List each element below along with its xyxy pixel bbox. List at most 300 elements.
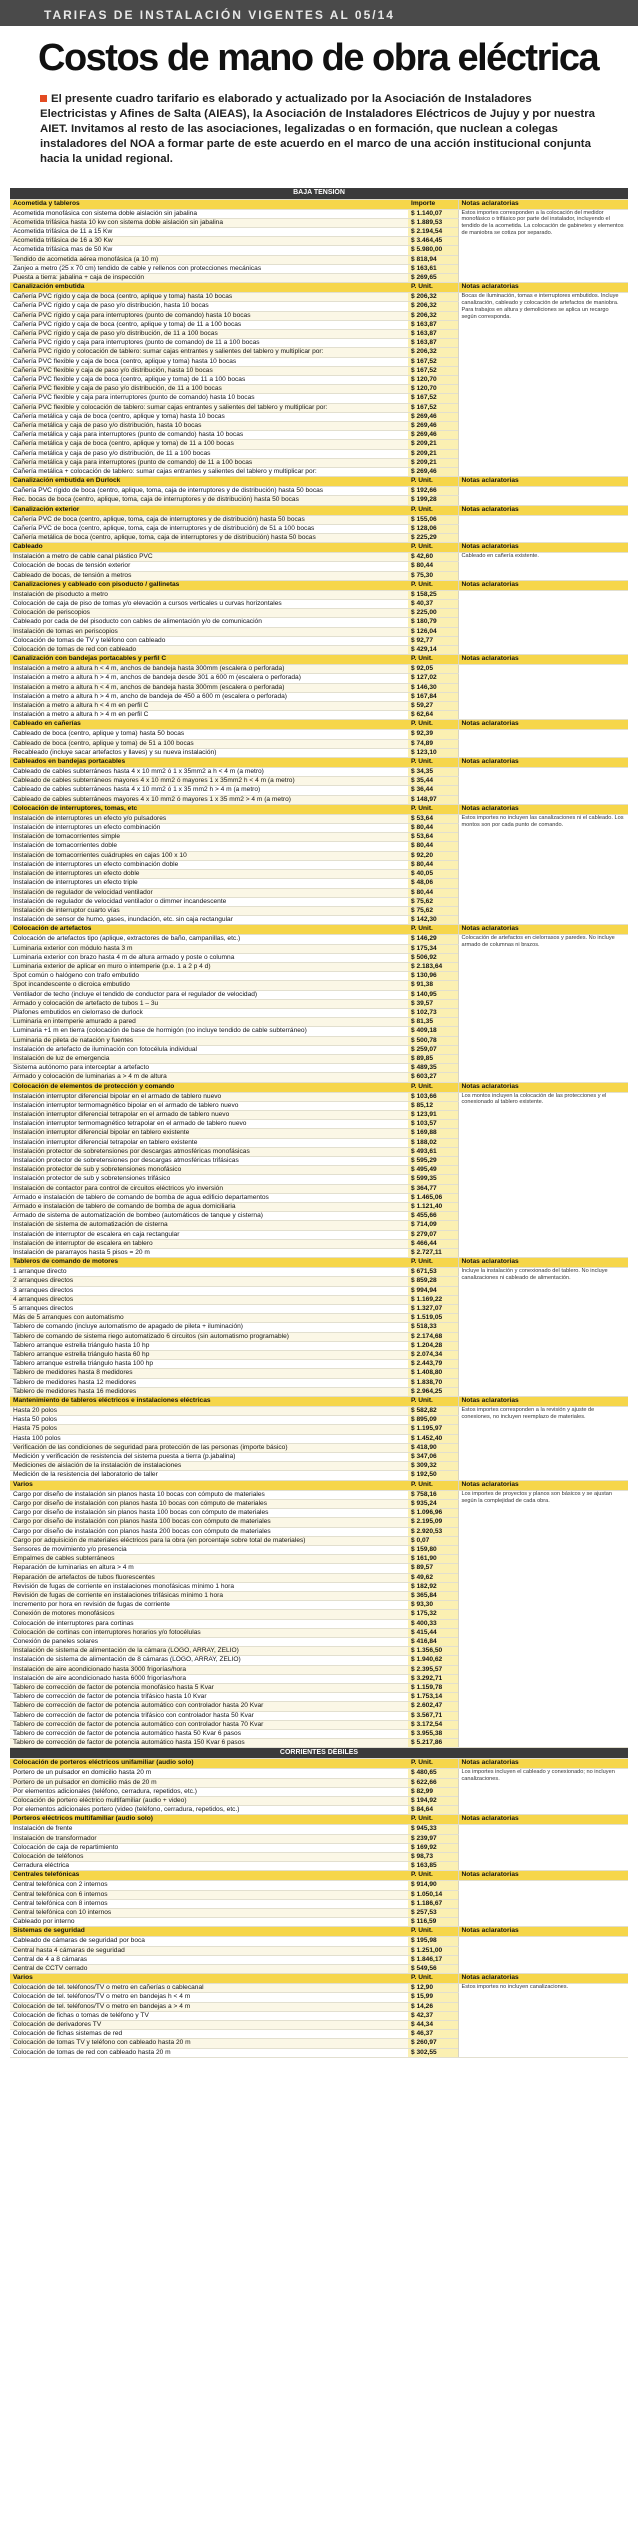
group-name: Colocación de interruptores, tomas, etc (10, 804, 408, 814)
item-price: $ 169,92 (408, 1843, 458, 1852)
item-price: $ 416,84 (408, 1637, 458, 1646)
item-price: $ 1.327,07 (408, 1305, 458, 1314)
item-description: Luminaria exterior con módulo hasta 3 m (10, 944, 408, 953)
item-description: Cableado de cables subterráneos hasta 4 x 10 mm2 ó 1 x 35mm2 a h < 4 m (a metro) (10, 768, 408, 777)
item-price: $ 175,34 (408, 944, 458, 953)
item-description: Instalación a metro a altura h < 4 m, anchos de bandeja hasta 300mm (escalera o perforada) (10, 665, 408, 674)
item-description: Cargo por diseño de instalación sin planos hasta 100 bocas con cómputo de materiales (10, 1509, 408, 1518)
item-price: $ 209,21 (408, 440, 458, 449)
item-price: $ 2.395,57 (408, 1665, 458, 1674)
item-description: Luminaria exterior de aplicar en muro o intemperie (p.e. 1 a 2 p 4 d) (10, 962, 408, 971)
item-price: $ 53,64 (408, 814, 458, 823)
group-name: Cableados en bandejas portacables (10, 758, 408, 768)
group-col-notes: Notas aclaratorias (458, 1082, 628, 1092)
item-description: Tablero de corrección de factor de potencia automático hasta 50 Kvar 6 pasos (10, 1729, 408, 1738)
item-description: Instalación protector de sub y sobretensiones trifásico (10, 1175, 408, 1184)
item-price: $ 46,37 (408, 2030, 458, 2039)
group-header (10, 1397, 628, 1407)
group-col-price: P. Unit. (408, 1082, 458, 1092)
group-name: Canalización embutida (10, 283, 408, 293)
item-description: Cañería PVC flexible y colocación de tablero: sumar cajas entrantes y salientes del tablero y multiplicar por: (10, 403, 408, 412)
group-name: Centrales telefónicas (10, 1871, 408, 1881)
item-price: $ 2.443,79 (408, 1360, 458, 1369)
item-price: $ 945,33 (408, 1825, 458, 1834)
item-price: $ 140,95 (408, 990, 458, 999)
item-description: Cañería PVC rígido y caja de boca (centro, aplique y toma) de 11 a 100 bocas (10, 320, 408, 329)
item-price: $ 1.940,62 (408, 1656, 458, 1665)
item-description: Acometida trifásica de 11 a 15 Kw (10, 227, 408, 236)
group-col-notes: Notas aclaratorias (458, 505, 628, 515)
item-description: Instalación de interruptores un efecto y/o pulsadores (10, 814, 408, 823)
item-description: Puesta a tierra: jabalina + caja de inspección (10, 273, 408, 282)
item-price: $ 429,14 (408, 646, 458, 655)
item-price: $ 209,21 (408, 458, 458, 467)
item-notes (458, 515, 628, 543)
item-price: $ 59,27 (408, 702, 458, 711)
group-col-notes: Notas aclaratorias (458, 1974, 628, 1984)
item-price: $ 935,24 (408, 1499, 458, 1508)
item-description: Por elementos adicionales portero (video (teléfono, cerradura, repetidos, etc.) (10, 1806, 408, 1815)
group-header (10, 720, 628, 730)
item-notes (458, 1825, 628, 1871)
item-description: Rec. bocas de boca (centro, aplique, toma, caja de interruptores y de distribución) hasta 50 bocas (10, 496, 408, 505)
table-row (10, 730, 628, 739)
item-price: $ 155,06 (408, 515, 458, 524)
item-description: Spot incandescente o dicroica embutido (10, 981, 408, 990)
item-price: $ 2.920,53 (408, 1527, 458, 1536)
item-price: $ 75,62 (408, 897, 458, 906)
item-description: Colocación de tomas de red con cableado (10, 646, 408, 655)
item-price: $ 671,53 (408, 1268, 458, 1277)
item-price: $ 500,78 (408, 1036, 458, 1045)
group-header (10, 477, 628, 487)
item-description: Cañería metálica y caja de boca (centro, aplique y toma) de 11 a 100 bocas (10, 440, 408, 449)
group-name: Acometida y tableros (10, 199, 408, 209)
item-price: $ 269,46 (408, 431, 458, 440)
item-description: Hasta 20 polos (10, 1407, 408, 1416)
item-description: Cañería PVC de boca (centro, aplique, toma, caja de interruptores y de distribución) hasta 50 bocas (10, 515, 408, 524)
item-price: $ 120,70 (408, 385, 458, 394)
item-price: $ 148,97 (408, 795, 458, 804)
item-description: Central de CCTV cerrado (10, 1965, 408, 1974)
item-description: Cañería PVC rígido de boca (centro, aplique, toma, caja de interruptores y de distribución) hasta 50 bocas (10, 487, 408, 496)
table-row (10, 1490, 628, 1499)
item-price: $ 167,84 (408, 692, 458, 701)
item-price: $ 209,21 (408, 449, 458, 458)
item-price: $ 91,38 (408, 981, 458, 990)
group-name: Porteros eléctricos multifamiliar (audio solo) (10, 1815, 408, 1825)
item-price: $ 714,09 (408, 1221, 458, 1230)
group-name: Sistemas de seguridad (10, 1927, 408, 1937)
item-description: Cañería metálica y caja para interruptores (punto de comando) hasta 10 bocas (10, 431, 408, 440)
item-price: $ 48,06 (408, 879, 458, 888)
item-description: Colocación de periscopios (10, 609, 408, 618)
table-row (10, 1769, 628, 1778)
item-description: Cableado por cada de del pisoducto con cables de alimentación y/o de comunicación (10, 618, 408, 627)
item-description: Tablero de comando (incluye automatismo de apagado de pileta + iluminación) (10, 1323, 408, 1332)
item-description: Cañería PVC rígido y caja de paso y/o distribución, hasta 10 bocas (10, 302, 408, 311)
item-price: $ 3.464,45 (408, 237, 458, 246)
item-description: Armado y colocación de luminarias a > 4 m de altura (10, 1073, 408, 1082)
group-name: Mantenimiento de tableros eléctricos e instalaciones eléctricas (10, 1397, 408, 1407)
item-description: Instalación a metro a altura h > 4 m, anchos de bandeja desde 301 a 600 m (escalera o perforada) (10, 674, 408, 683)
item-description: Central telefónica con 2 internos (10, 1881, 408, 1890)
group-name: Canalizaciones y cableado con pisoducto / gallinetas (10, 580, 408, 590)
item-description: 5 arranques directos (10, 1305, 408, 1314)
item-description: Conexión de motores monofásicos (10, 1610, 408, 1619)
group-name: Varios (10, 1974, 408, 1984)
item-description: Instalación de contactor para control de circuitos eléctricos y/o inversión (10, 1184, 408, 1193)
item-description: Tablero de corrección de factor de potencia trifásico con controlador hasta 50 Kvar (10, 1711, 408, 1720)
item-price: $ 518,33 (408, 1323, 458, 1332)
item-price: $ 89,85 (408, 1054, 458, 1063)
table-row (10, 665, 628, 674)
item-price: $ 3.292,71 (408, 1674, 458, 1683)
item-price: $ 1.465,06 (408, 1193, 458, 1202)
item-price: $ 163,87 (408, 320, 458, 329)
item-description: Cableado de boca (centro, aplique y toma) hasta 50 bocas (10, 730, 408, 739)
item-price: $ 85,12 (408, 1101, 458, 1110)
item-price: $ 40,05 (408, 870, 458, 879)
group-header (10, 199, 628, 209)
item-description: Colocación de tomas TV y teléfono con cableado hasta 20 m (10, 2039, 408, 2048)
item-price: $ 455,66 (408, 1212, 458, 1221)
item-description: Cañería PVC rígido y colocación de tablero: sumar cajas entrantes y salientes del tablero y multiplicar por: (10, 348, 408, 357)
item-price: $ 93,30 (408, 1601, 458, 1610)
item-description: Colocación de artefactos tipo (aplique, extractores de baño, campanillas, etc.) (10, 935, 408, 944)
item-price: $ 269,65 (408, 273, 458, 282)
item-notes: Estos importes corresponden a la colocación del medidor monofásico o trifásico por parte del instalador, incluyendo el tendido de la acometida. La colocación de gabinetes y elementos de maniobra se cotiza por separado. (458, 209, 628, 283)
item-price: $ 2.195,09 (408, 1518, 458, 1527)
item-description: Cargo por diseño de instalación sin planos hasta 10 bocas con cómputo de materiales (10, 1490, 408, 1499)
item-description: Portero de un pulsador en domicilio hasta 20 m (10, 1769, 408, 1778)
group-col-notes: Notas aclaratorias (458, 283, 628, 293)
item-price: $ 84,64 (408, 1806, 458, 1815)
item-notes (458, 768, 628, 805)
item-description: Luminaria de pileta de natación y fuentes (10, 1036, 408, 1045)
item-description: Armado y colocación de artefacto de tubos 1 – 3u (10, 999, 408, 1008)
item-description: Colocación de fichas o tomas de teléfono y TV (10, 2011, 408, 2020)
item-price: $ 1.169,22 (408, 1295, 458, 1304)
item-price: $ 206,32 (408, 311, 458, 320)
group-col-price: P. Unit. (408, 1759, 458, 1769)
tariff-table (10, 188, 628, 2058)
item-description: Conexión de paneles solares (10, 1637, 408, 1646)
item-description: Cañería metálica y caja de boca (centro, aplique y toma) hasta 10 bocas (10, 412, 408, 421)
item-price: $ 400,33 (408, 1619, 458, 1628)
item-price: $ 365,84 (408, 1591, 458, 1600)
item-price: $ 1.140,07 (408, 209, 458, 218)
item-description: Instalación a metro a altura h < 4 m, anchos de bandeja hasta 300mm (escalera o perforada) (10, 683, 408, 692)
item-description: Instalación de pisoducto a metro (10, 590, 408, 599)
group-col-notes: Notas aclaratorias (458, 655, 628, 665)
item-description: Cañería PVC flexible y caja de boca (centro, aplique y toma) de 11 a 100 bocas (10, 375, 408, 384)
item-description: Tablero arranque estrella triángulo hasta 60 hp (10, 1351, 408, 1360)
item-price: $ 2.964,25 (408, 1387, 458, 1396)
item-price: $ 5.980,00 (408, 246, 458, 255)
item-price: $ 489,35 (408, 1064, 458, 1073)
section-band (10, 1748, 628, 1759)
item-price: $ 603,27 (408, 1073, 458, 1082)
item-price: $ 279,07 (408, 1230, 458, 1239)
item-price: $ 128,06 (408, 524, 458, 533)
item-price: $ 1.889,53 (408, 218, 458, 227)
item-notes (458, 665, 628, 720)
item-price: $ 163,85 (408, 1862, 458, 1871)
item-description: Cargo por diseño de instalación con planos hasta 200 bocas con cómputo de materiales (10, 1527, 408, 1536)
group-header (10, 580, 628, 590)
item-price: $ 1.050,14 (408, 1890, 458, 1899)
item-description: Instalación interruptor termomagnético tetrapolar en el armado de tablero nuevo (10, 1120, 408, 1129)
item-price: $ 206,32 (408, 302, 458, 311)
item-description: Cableado de cables subterráneos hasta 4 x 10 mm2 ó 1 x 35 mm2 h > 4 m (a metro) (10, 786, 408, 795)
item-description: Instalación de interruptores un efecto combinación doble (10, 860, 408, 869)
item-price: $ 1.408,80 (408, 1369, 458, 1378)
item-price: $ 146,30 (408, 683, 458, 692)
item-description: Cañería metálica y caja para interruptores (punto de comando) de 11 a 100 bocas (10, 458, 408, 467)
item-price: $ 269,46 (408, 467, 458, 476)
item-notes: Estos importes no incluyen canalizaciones. (458, 1984, 628, 2058)
group-name: Cableado en cañerías (10, 720, 408, 730)
item-description: Zanjeo a metro (25 x 70 cm) tendido de cable y rellenos con protecciones mecánicas (10, 264, 408, 273)
group-name: Colocación de elementos de protección y comando (10, 1082, 408, 1092)
item-price: $ 80,44 (408, 824, 458, 833)
item-price: $ 895,09 (408, 1416, 458, 1425)
group-header (10, 543, 628, 553)
item-description: 1 arranque directo (10, 1268, 408, 1277)
item-description: Cableado por interno (10, 1918, 408, 1927)
item-description: Tablero de comando de sistema riego automatizado 6 circuitos (sin automatismo programable) (10, 1332, 408, 1341)
item-price: $ 1.251,00 (408, 1946, 458, 1955)
item-price: $ 260,97 (408, 2039, 458, 2048)
item-price: $ 130,96 (408, 972, 458, 981)
item-description: Armado e instalación de tablero de comando de bomba de agua edificio departamentos (10, 1193, 408, 1202)
item-price: $ 1.096,96 (408, 1509, 458, 1518)
item-price: $ 35,44 (408, 777, 458, 786)
item-price: $ 3.955,38 (408, 1729, 458, 1738)
item-price: $ 98,73 (408, 1853, 458, 1862)
item-price: $ 1.186,67 (408, 1899, 458, 1908)
item-description: Cañería PVC rígido y caja para interruptores (punto de comando) hasta 10 bocas (10, 311, 408, 320)
item-price: $ 225,29 (408, 534, 458, 543)
item-price: $ 3.172,54 (408, 1720, 458, 1729)
section-title: BAJA TENSIÓN (10, 188, 628, 199)
item-description: Instalación de tomas en periscopios (10, 627, 408, 636)
group-col-notes: Notas aclaratorias (458, 758, 628, 768)
item-description: Cañería metálica de boca (centro, aplique, toma, caja de interruptores y de distribución) hasta 50 bocas (10, 534, 408, 543)
item-description: Colocación de tel. teléfonos/TV o metro en bandejas a > 4 m (10, 2002, 408, 2011)
item-description: Central telefónica con 10 internos (10, 1909, 408, 1918)
item-description: Cañería metálica y caja de paso y/o distribución, hasta 10 bocas (10, 421, 408, 430)
item-price: $ 62,64 (408, 711, 458, 720)
item-price: $ 123,91 (408, 1110, 458, 1119)
item-price: $ 92,77 (408, 636, 458, 645)
item-price: $ 120,70 (408, 375, 458, 384)
item-price: $ 161,90 (408, 1555, 458, 1564)
item-description: Instalación de artefacto de iluminación con fotocélula individual (10, 1045, 408, 1054)
item-price: $ 818,94 (408, 255, 458, 264)
item-description: Instalación interruptor diferencial bipolar en el armado de tablero nuevo (10, 1092, 408, 1101)
item-description: Instalación de interruptor de escalera en caja rectangular (10, 1230, 408, 1239)
item-description: Instalación interruptor termomagnético bipolar en el armado de tablero nuevo (10, 1101, 408, 1110)
item-description: Spot común o halógeno con trafo embutido (10, 972, 408, 981)
group-col-price: P. Unit. (408, 1397, 458, 1407)
item-description: Acometida monofásica con sistema doble aislación sin jabalina (10, 209, 408, 218)
item-price: $ 2.074,34 (408, 1351, 458, 1360)
group-col-notes: Notas aclaratorias (458, 1871, 628, 1881)
group-header (10, 505, 628, 515)
item-description: Verificación de las condiciones de seguridad para protección de las personas (importe básico) (10, 1443, 408, 1452)
item-description: Medición y verificación de resistencia del sistema puesta a tierra (p.jabalina) (10, 1453, 408, 1462)
item-price: $ 42,60 (408, 553, 458, 562)
group-header (10, 1258, 628, 1268)
item-description: Por elementos adicionales (teléfono, cerradura, repetidos, etc.) (10, 1787, 408, 1796)
item-description: Plafones embutidos en cielorraso de durlock (10, 1008, 408, 1017)
item-description: Cañería metálica + colocación de tablero: sumar cajas entrantes y salientes del tablero y multiplicar por: (10, 467, 408, 476)
item-description: Tablero arranque estrella triángulo hasta 100 hp (10, 1360, 408, 1369)
group-header (10, 1082, 628, 1092)
item-description: Cableado de cables subterráneos mayores 4 x 10 mm2 ó mayores 1 x 35 mm2 > 4 m (a metro) (10, 795, 408, 804)
item-price: $ 599,35 (408, 1175, 458, 1184)
item-price: $ 40,37 (408, 600, 458, 609)
group-name: Varios (10, 1480, 408, 1490)
table-row (10, 1407, 628, 1416)
item-notes: Incluye la instalación y conexionado del tablero. No incluye canalizaciones ni cableado de alimentación. (458, 1268, 628, 1397)
item-price: $ 75,30 (408, 571, 458, 580)
item-price: $ 158,25 (408, 590, 458, 599)
item-description: Tablero de medidores hasta 8 medidores (10, 1369, 408, 1378)
item-description: Cañería PVC rígido y caja de paso y/o distribución, de 11 a 100 bocas (10, 329, 408, 338)
item-description: Central de 4 a 8 cámaras (10, 1955, 408, 1964)
group-header (10, 1871, 628, 1881)
group-col-price: P. Unit. (408, 1871, 458, 1881)
item-notes: Cableado en cañería existente. (458, 553, 628, 581)
section-band (10, 188, 628, 199)
item-description: Tablero de medidores hasta 12 medidores (10, 1378, 408, 1387)
item-price: $ 225,00 (408, 609, 458, 618)
group-col-price: P. Unit. (408, 720, 458, 730)
item-description: Cerradura eléctrica (10, 1862, 408, 1871)
item-price: $ 206,32 (408, 348, 458, 357)
table-row (10, 1881, 628, 1890)
item-price: $ 163,87 (408, 329, 458, 338)
group-header (10, 804, 628, 814)
item-price: $ 195,98 (408, 1937, 458, 1946)
group-header (10, 925, 628, 935)
item-price: $ 116,59 (408, 1918, 458, 1927)
item-price: $ 549,56 (408, 1965, 458, 1974)
item-notes: Los importes incluyen el cableado y conexionado; no incluyen canalizaciones. (458, 1769, 628, 1815)
group-col-price: P. Unit. (408, 1927, 458, 1937)
item-notes: Colocación de artefactos en cielorrasos y paredes. No incluye armado de columnas ni brazos. (458, 935, 628, 1082)
item-description: Colocación de tomas de TV y teléfono con cableado (10, 636, 408, 645)
item-price: $ 415,44 (408, 1628, 458, 1637)
group-name: Tableros de comando de motores (10, 1258, 408, 1268)
item-notes (458, 487, 628, 505)
item-description: Cableado de bocas, de tensión a metros (10, 571, 408, 580)
item-price: $ 1.121,40 (408, 1203, 458, 1212)
item-notes: Estos importes corresponden a la revisión y ajuste de conexiones, no incluyen reemplazo de materiales. (458, 1407, 628, 1481)
item-price: $ 622,66 (408, 1778, 458, 1787)
item-price: $ 418,90 (408, 1443, 458, 1452)
group-col-notes: Notas aclaratorias (458, 477, 628, 487)
item-description: Portero de un pulsador en domicilio más de 20 m (10, 1778, 408, 1787)
item-description: Colocación de tomas de red con cableado hasta 20 m (10, 2048, 408, 2057)
table-row (10, 814, 628, 823)
item-price: $ 81,35 (408, 1018, 458, 1027)
item-price: $ 859,28 (408, 1277, 458, 1286)
item-price: $ 127,02 (408, 674, 458, 683)
item-description: Instalación de tomacorrientes simple (10, 833, 408, 842)
item-description: Instalación de pararrayos hasta 5 pisos = 20 m (10, 1249, 408, 1258)
table-row (10, 515, 628, 524)
item-description: Tablero arranque estrella triángulo hasta 10 hp (10, 1341, 408, 1350)
item-description: Tablero de corrección de factor de potencia monofásico hasta 5 Kvar (10, 1683, 408, 1692)
item-description: Cañería PVC flexible y caja de paso y/o distribución, de 11 a 100 bocas (10, 385, 408, 394)
item-description: Cañería PVC flexible y caja de boca (centro, aplique y toma) hasta 10 bocas (10, 357, 408, 366)
group-header (10, 1480, 628, 1490)
item-description: Cañería PVC de boca (centro, aplique, toma, caja de interruptores y de distribución) de 51 a 100 bocas (10, 524, 408, 533)
group-col-price: P. Unit. (408, 505, 458, 515)
item-description: Instalación de sistema de alimentación de la cámara (LOGO, ARRAY, ZELIO) (10, 1647, 408, 1656)
item-description: Colocación de teléfonos (10, 1853, 408, 1862)
item-price: $ 2.183,64 (408, 962, 458, 971)
item-price: $ 169,88 (408, 1129, 458, 1138)
item-price: $ 466,44 (408, 1239, 458, 1248)
item-price: $ 123,10 (408, 748, 458, 757)
item-description: Sensores de movimiento y/o presencia (10, 1545, 408, 1554)
item-description: 2 arranques directos (10, 1277, 408, 1286)
item-price: $ 1.204,28 (408, 1341, 458, 1350)
item-price: $ 5.217,86 (408, 1739, 458, 1748)
item-price: $ 582,82 (408, 1407, 458, 1416)
item-price: $ 1.452,40 (408, 1434, 458, 1443)
item-description: 4 arranques directos (10, 1295, 408, 1304)
item-price: $ 188,02 (408, 1138, 458, 1147)
item-description: Central hasta 4 cámaras de seguridad (10, 1946, 408, 1955)
item-description: Cañería PVC rígido y caja de boca (centro, aplique y toma) hasta 10 bocas (10, 293, 408, 302)
item-description: Instalación a metro a altura h < 4 m en perfil C (10, 702, 408, 711)
item-price: $ 758,16 (408, 1490, 458, 1499)
item-price: $ 14,26 (408, 2002, 458, 2011)
item-price: $ 192,66 (408, 487, 458, 496)
item-description: Recableado (incluye sacar artefactos y llaves) y su nueva instalación) (10, 748, 408, 757)
item-description: Instalación de tomacorrientes doble (10, 842, 408, 851)
item-description: Instalación de interruptores un efecto triple (10, 879, 408, 888)
item-description: Cargo por diseño de instalación con planos hasta 100 bocas con cómputo de materiales (10, 1518, 408, 1527)
item-notes: Los importes de proyectos y planos son básicos y se ajustan según la complejidad de cada obra. (458, 1490, 628, 1748)
tariff-table-wrap (10, 188, 628, 2058)
item-notes (458, 590, 628, 654)
group-col-price: P. Unit. (408, 1974, 458, 1984)
item-description: Armado de sistema de automatización de bombeo (automáticos de tanque y cisterna) (10, 1212, 408, 1221)
item-price: $ 194,92 (408, 1796, 458, 1805)
item-description: Armado e instalación de tablero de comando de bomba de agua domiciliaria (10, 1203, 408, 1212)
item-description: Instalación de regulador de velocidad ventilador (10, 888, 408, 897)
item-description: Colocación de tel. teléfonos/TV o metro en bandejas h < 4 m (10, 1993, 408, 2002)
group-col-notes: Notas aclaratorias (458, 720, 628, 730)
group-col-notes: Notas aclaratorias (458, 199, 628, 209)
table-row (10, 1092, 628, 1101)
kicker-bar (0, 0, 638, 26)
group-name: Cableado (10, 543, 408, 553)
item-price: $ 102,73 (408, 1008, 458, 1017)
item-price: $ 82,99 (408, 1787, 458, 1796)
item-price: $ 480,65 (408, 1769, 458, 1778)
item-description: Cañería PVC flexible y caja de paso y/o distribución, hasta 10 bocas (10, 366, 408, 375)
item-price: $ 89,57 (408, 1564, 458, 1573)
item-description: Instalación interruptor diferencial tetrapolar en el armado de tablero nuevo (10, 1110, 408, 1119)
